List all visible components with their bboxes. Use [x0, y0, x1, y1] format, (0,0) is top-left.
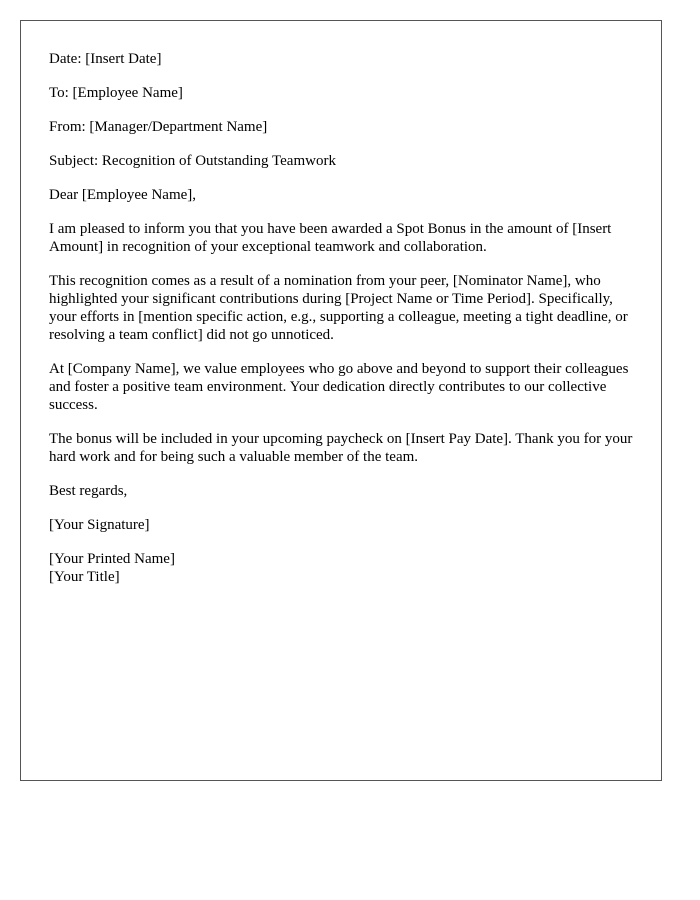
- letter-page: [20, 20, 662, 781]
- body-paragraph-nomination: This recognition comes as a result of a nomination from your peer, [Nominator Name], who highlighted your significant contributions during [Project Name or Time Period]. Specifically, your efforts in [mention specific action, e.g., supporting a colleague, meeting a tight deadline, or resolving a team conflict] did not go unnoticed.: [49, 273, 628, 343]
- body-paragraph-values: At [Company Name], we value employees who go above and beyond to support their colleagues and foster a positive team environment. Your dedication directly contributes to our collective success.: [49, 361, 629, 413]
- closing: Best regards,: [49, 483, 128, 499]
- signature-block: [49, 550, 633, 586]
- signer-title: [Your Title]: [49, 569, 120, 585]
- printed-name: [Your Printed Name]: [49, 551, 175, 567]
- from-line: From: [Manager/Department Name]: [49, 119, 268, 135]
- subject-line: Subject: Recognition of Outstanding Teamwork: [49, 153, 336, 169]
- body-paragraph-award: I am pleased to inform you that you have been awarded a Spot Bonus in the amount of [Insert Amount] in recognition of your exceptional teamwork and collaboration.: [49, 221, 612, 255]
- salutation: Dear [Employee Name],: [49, 187, 197, 203]
- date-line: Date: [Insert Date]: [49, 51, 162, 67]
- signature-placeholder: [Your Signature]: [49, 517, 150, 533]
- body-paragraph-payment: The bonus will be included in your upcoming paycheck on [Insert Pay Date]. Thank you for your hard work and for being such a valuable member of the team.: [49, 431, 633, 465]
- to-line: To: [Employee Name]: [49, 85, 183, 101]
